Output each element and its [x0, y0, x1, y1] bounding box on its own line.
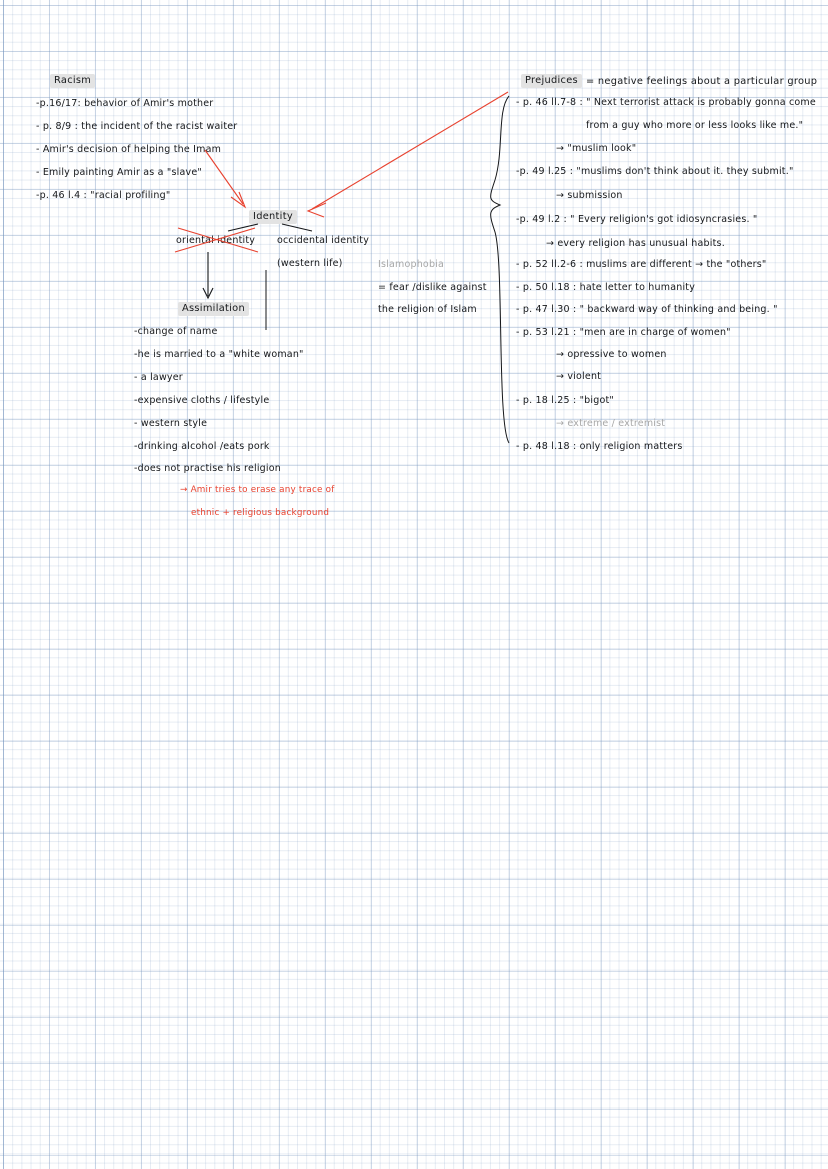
occidental-identity-sublabel: (western life) [277, 258, 343, 269]
racism-item: -p.16/17: behavior of Amir's mother [36, 98, 214, 109]
prejudice-entry: → violent [556, 371, 602, 382]
prejudices-heading: Prejudices [521, 74, 582, 88]
islamophobia-definition-line2: the religion of Islam [378, 304, 477, 315]
racism-item: - p. 8/9 : the incident of the racist waiter [36, 121, 238, 132]
racism-item: - Amir's decision of helping the Imam [36, 144, 222, 155]
racism-item: - Emily painting Amir as a "slave" [36, 167, 202, 178]
prejudice-entry: from a guy who more or less looks like me." [586, 120, 804, 131]
assimilation-conclusion-line1: → Amir tries to erase any trace of [180, 485, 335, 495]
prejudice-entry: → opressive to women [556, 349, 667, 360]
prejudice-entry: → submission [556, 190, 623, 201]
prejudice-entry: → extreme / extremist [556, 418, 666, 429]
prejudice-entry: - p. 50 l.18 : hate letter to humanity [516, 282, 696, 293]
assimilation-item: - a lawyer [134, 372, 183, 383]
prejudices-definition: = negative feelings about a particular group [586, 76, 818, 87]
assimilation-item: -drinking alcohol /eats pork [134, 441, 270, 452]
assimilation-item: -change of name [134, 326, 218, 337]
prejudice-entry: → every religion has unusual habits. [546, 238, 725, 249]
islamophobia-definition-line1: = fear /dislike against [378, 282, 487, 293]
assimilation-item: -does not practise his religion [134, 463, 281, 474]
occidental-identity-label: occidental identity [277, 235, 370, 246]
assimilation-item: -he is married to a "white woman" [134, 349, 304, 360]
islamophobia-label: Islamophobia [378, 259, 445, 270]
prejudice-entry: → "muslim look" [556, 143, 637, 154]
prejudice-entry: -p. 49 l.25 : "muslims don't think about it. they submit." [516, 166, 794, 177]
assimilation-heading: Assimilation [178, 302, 249, 316]
oriental-identity-label: oriental identity [176, 235, 256, 246]
racism-item: -p. 46 l.4 : "racial profiling" [36, 190, 171, 201]
prejudice-entry: - p. 48 l.18 : only religion matters [516, 441, 683, 452]
prejudice-entry: - p. 47 l.30 : " backward way of thinking and being. " [516, 304, 778, 315]
prejudice-entry: - p. 46 ll.7-8 : " Next terrorist attack is probably gonna come [516, 97, 816, 108]
prejudice-entry: - p. 18 l.25 : "bigot" [516, 395, 614, 406]
assimilation-conclusion-line2: ethnic + religious background [191, 508, 330, 518]
assimilation-item: - western style [134, 418, 208, 429]
prejudice-entry: - p. 52 ll.2-6 : muslims are different → the "others" [516, 259, 767, 270]
assimilation-item: -expensive cloths / lifestyle [134, 395, 270, 406]
racism-heading: Racism [50, 74, 95, 88]
prejudice-entry: -p. 49 l.2 : " Every religion's got idiosyncrasies. " [516, 214, 758, 225]
identity-heading: Identity [249, 210, 297, 224]
prejudice-entry: - p. 53 l.21 : "men are in charge of women" [516, 327, 731, 338]
